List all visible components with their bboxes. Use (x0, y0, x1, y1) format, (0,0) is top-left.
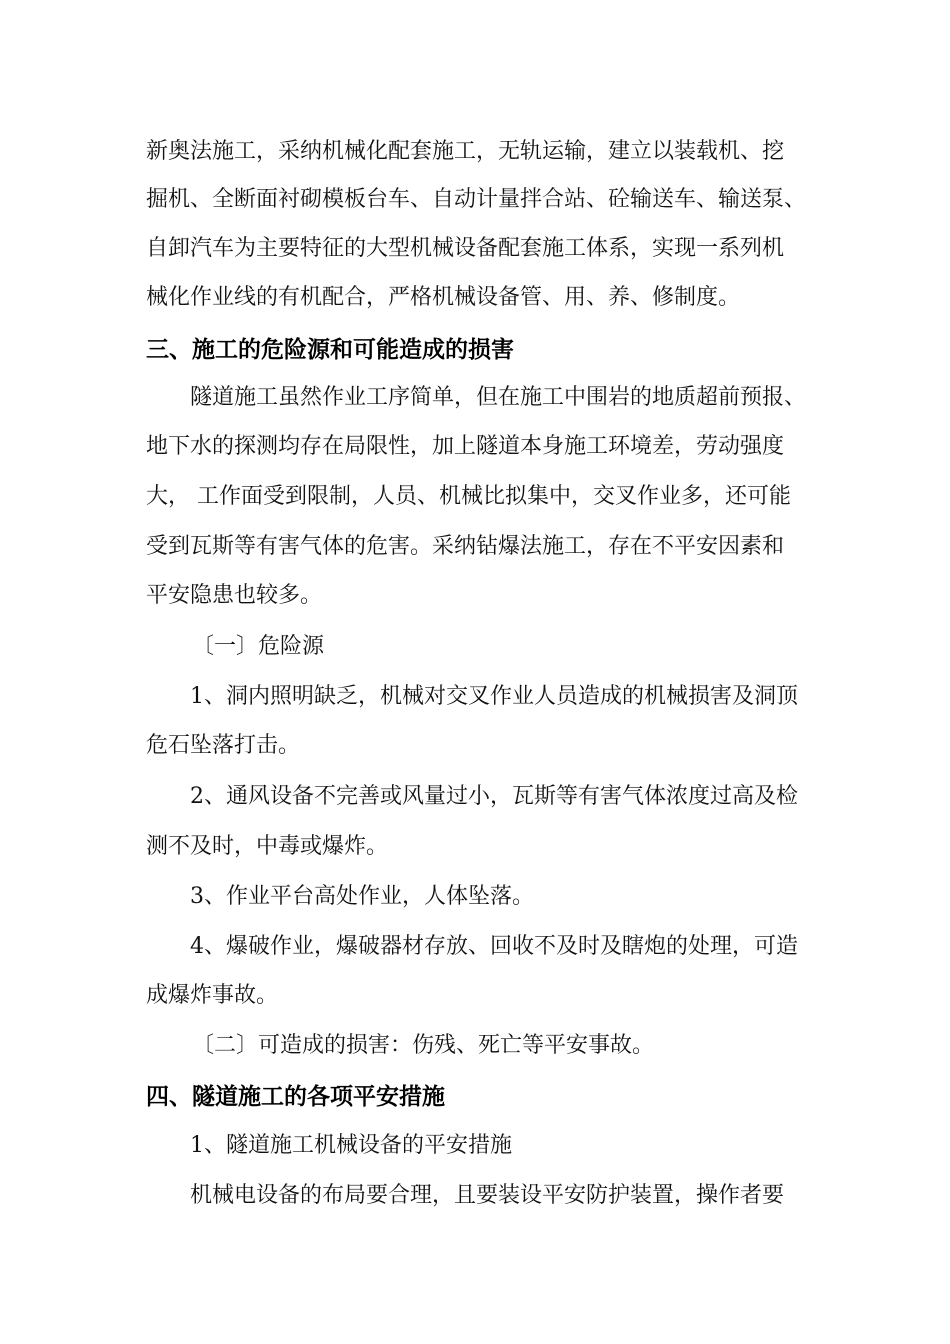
possible-damage-subtitle: 〔二〕可造成的损害：伤残、死亡等平安事故。 (192, 1033, 655, 1058)
hazard-intro-line-4: 受到瓦斯等有害气体的危害。采纳钻爆法施工，存在不平安因素和 (146, 534, 785, 559)
hazard-intro-line-5: 平安隐患也较多。 (146, 583, 323, 608)
safety-measure-paragraph-start: 机械电设备的布局要合理，且要装设平安防护装置，操作者要 (190, 1183, 785, 1208)
hazard-item-4-line-2: 成爆炸事故。 (146, 983, 279, 1008)
hazard-item-2-line-2: 测不及时，中毒或爆炸。 (146, 834, 389, 859)
safety-measure-item-1-title: 1、隧道施工机械设备的平安措施 (190, 1133, 512, 1158)
machinery-paragraph-line-1: 新奥法施工，采纳机械化配套施工，无轨运输，建立以装载机、挖 (146, 139, 785, 164)
machinery-paragraph-line-4: 械化作业线的有机配合，严格机械设备管、用、养、修制度。 (146, 285, 741, 310)
hazard-intro-line-3: 大， 工作面受到限制，人员、机械比拟集中，交叉作业多，还可能 (146, 484, 791, 509)
hazard-sources-subtitle: 〔一〕危险源 (192, 634, 325, 659)
section-3-heading: 三、施工的危险源和可能造成的损害 (146, 337, 514, 363)
machinery-paragraph-line-3: 自卸汽车为主要特征的大型机械设备配套施工体系，实现一系列机 (146, 236, 785, 261)
hazard-item-3: 3、作业平台高处作业，人体坠落。 (190, 884, 534, 909)
section-4-heading: 四、隧道施工的各项平安措施 (146, 1084, 445, 1110)
hazard-item-4-line-1: 4、爆破作业，爆破器材存放、回收不及时及瞎炮的处理，可造 (190, 934, 798, 959)
hazard-item-1-line-2: 危石坠落打击。 (146, 733, 301, 758)
machinery-paragraph-line-2: 掘机、全断面衬砌模板台车、自动计量拌合站、砼输送车、输送泵、 (146, 187, 807, 212)
hazard-item-1-line-1: 1、洞内照明缺乏，机械对交叉作业人员造成的机械损害及洞顶 (190, 684, 798, 709)
hazard-item-2-line-1: 2、通风设备不完善或风量过小，瓦斯等有害气体浓度过高及检 (190, 784, 798, 809)
hazard-intro-line-2: 地下水的探测均存在局限性，加上隧道本身施工环境差，劳动强度 (146, 434, 785, 459)
hazard-intro-line-1: 隧道施工虽然作业工序简单，但在施工中围岩的地质超前预报、 (190, 385, 807, 410)
